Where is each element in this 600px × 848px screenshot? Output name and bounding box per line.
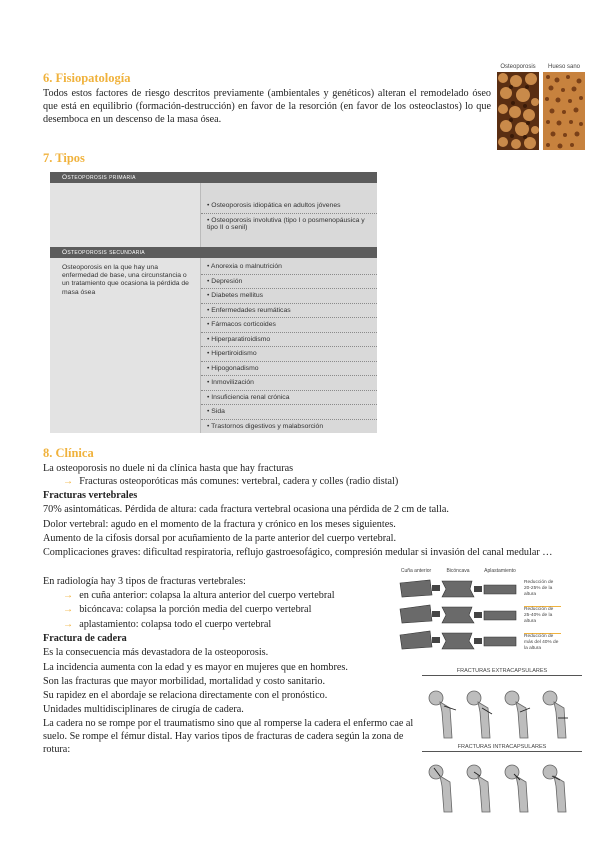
vertebral-type-text: bicóncava: colapsa la porción media del cuerpo vertebral	[79, 604, 312, 615]
vertebral-col-label: Cuña anterior	[400, 568, 432, 574]
vertebral-type	[63, 618, 271, 631]
types-table	[50, 172, 377, 433]
secondary-header: Osteoporosis secundaria	[50, 247, 377, 258]
clinic-bullet	[63, 475, 398, 488]
vertebral-line: Complicaciones graves: dificultad respiratoria, reflujo gastroesofágico, compresión medular si invasión del canal medular …	[43, 547, 553, 558]
vertebral-note: Reducción de más del 40% de la altura	[524, 634, 559, 651]
secondary-item: • Hipertiroidismo	[201, 347, 377, 362]
secondary-item: • Depresión	[201, 275, 377, 290]
bone-label-osteoporosis: Osteoporosis	[500, 64, 536, 70]
arrow-icon: →	[63, 604, 74, 615]
primary-item: • Osteoporosis involutiva (tipo I o posmenopáusica y tipo II o senil)	[201, 214, 377, 235]
secondary-item: • Insuficiencia renal crónica	[201, 391, 377, 406]
hip-title: Fractura de cadera	[43, 633, 127, 644]
arrow-icon: →	[63, 619, 74, 630]
bone-label-healthy: Hueso sano	[547, 64, 581, 70]
vertebral-title: Fracturas vertebrales	[43, 490, 138, 501]
vertebral-line: En radiología hay 3 tipos de fracturas vertebrales:	[43, 576, 246, 587]
vertebral-line: Dolor vertebral: agudo en el momento de la fractura y crónico en los meses siguientes.	[43, 519, 396, 530]
vertebral-type	[63, 603, 311, 616]
extracapsular-femurs-image	[422, 678, 582, 740]
clinic-bullet-text: Fracturas osteoporóticas más comunes: vertebral, cadera y colles (radio distal)	[79, 476, 399, 487]
vertebral-fracture-figure	[396, 568, 561, 660]
bone-figure	[496, 64, 586, 150]
primary-item: • Osteoporosis idiopática en adultos jóvenes	[201, 199, 377, 214]
section-6-heading: 6. Fisiopatología	[43, 71, 131, 85]
section-6-text: Todos estos factores de riesgo descritos previamente (ambientales y genéticos) alteran el remodelado óseo que está en equilibrio (formación-destrucción) en favor de la resorción (en favor de los osteoclastos) lo que desemboca en un descenso de la masa ósea.	[43, 88, 491, 126]
arrow-icon: →	[63, 476, 74, 487]
hip-line: Es la consecuencia más devastadora de la osteoporosis.	[43, 647, 269, 658]
hip-line: La incidencia aumenta con la edad y es mayor en mujeres que en hombres.	[43, 662, 348, 673]
vertebral-note: Reducción de 20-25% de la altura	[524, 580, 561, 607]
vertebral-line: 70% asintomáticas. Pérdida de altura: cada fractura vertebral ocasiona una pérdida de 2 cm de talla.	[43, 504, 449, 515]
secondary-item: • Enfermedades reumáticas	[201, 304, 377, 319]
intracapsular-title: FRACTURAS INTRACAPSULARES	[422, 744, 582, 752]
secondary-item: • Fármacos corticoides	[201, 318, 377, 333]
section-7-heading: 7. Tipos	[43, 151, 85, 165]
vertebral-type	[63, 589, 335, 602]
secondary-item: • Anorexia o malnutrición	[201, 260, 377, 275]
secondary-item: • Hipogonadismo	[201, 362, 377, 377]
vertebral-col-label: Bicóncava	[446, 568, 470, 574]
osteoporotic-bone-image	[497, 72, 539, 150]
vertebral-line: Aumento de la cifosis dorsal por acuñamiento de la parte anterior del cuerpo vertebral.	[43, 533, 397, 544]
vertebrae-image	[396, 577, 522, 659]
vertebral-col-label: Aplastamiento	[484, 568, 516, 574]
secondary-item: • Diabetes mellitus	[201, 289, 377, 304]
secondary-item: • Inmovilización	[201, 376, 377, 391]
primary-header: Osteoporosis primaria	[50, 172, 377, 183]
arrow-icon: →	[63, 590, 74, 601]
secondary-item: • Trastornos digestivos y malabsorción	[201, 420, 377, 434]
vertebral-type-text: aplastamiento: colapsa todo el cuerpo vertebral	[79, 619, 272, 630]
hip-line: La cadera no se rompe por el traumatismo sino que al romperse la cadera el enfermo cae al suelo. Se rompe el fémur distal. Hay varios tipos de fracturas de cadera según la zona de rotura:	[43, 718, 414, 756]
secondary-description: Osteoporosis en la que hay una enfermedad de base, una circunstancia o un tratamiento que ocasiona la pérdida de masa ósea	[62, 264, 189, 296]
vertebral-note: Reducción de 25-40% de la altura	[524, 607, 561, 634]
secondary-item: • Hiperparatiroidismo	[201, 333, 377, 348]
vertebral-type-text: en cuña anterior: colapsa la altura anterior del cuerpo vertebral	[79, 590, 335, 601]
intracapsular-femurs-image	[422, 754, 582, 816]
hip-line: Unidades multidisciplinares de cirugía de cadera.	[43, 704, 244, 715]
hip-line: Su rapidez en el abordaje se relaciona directamente con el pronóstico.	[43, 690, 328, 701]
hip-fracture-figure	[422, 668, 582, 818]
section-8-heading: 8. Clínica	[43, 446, 94, 460]
healthy-bone-image	[543, 72, 585, 150]
clinic-intro: La osteoporosis no duele ni da clínica hasta que hay fracturas	[43, 463, 294, 474]
hip-line: Son las fracturas que mayor morbilidad, mortalidad y costo sanitario.	[43, 676, 326, 687]
extracapsular-title: FRACTURAS EXTRACAPSULARES	[422, 668, 582, 676]
secondary-item: • Sida	[201, 405, 377, 420]
